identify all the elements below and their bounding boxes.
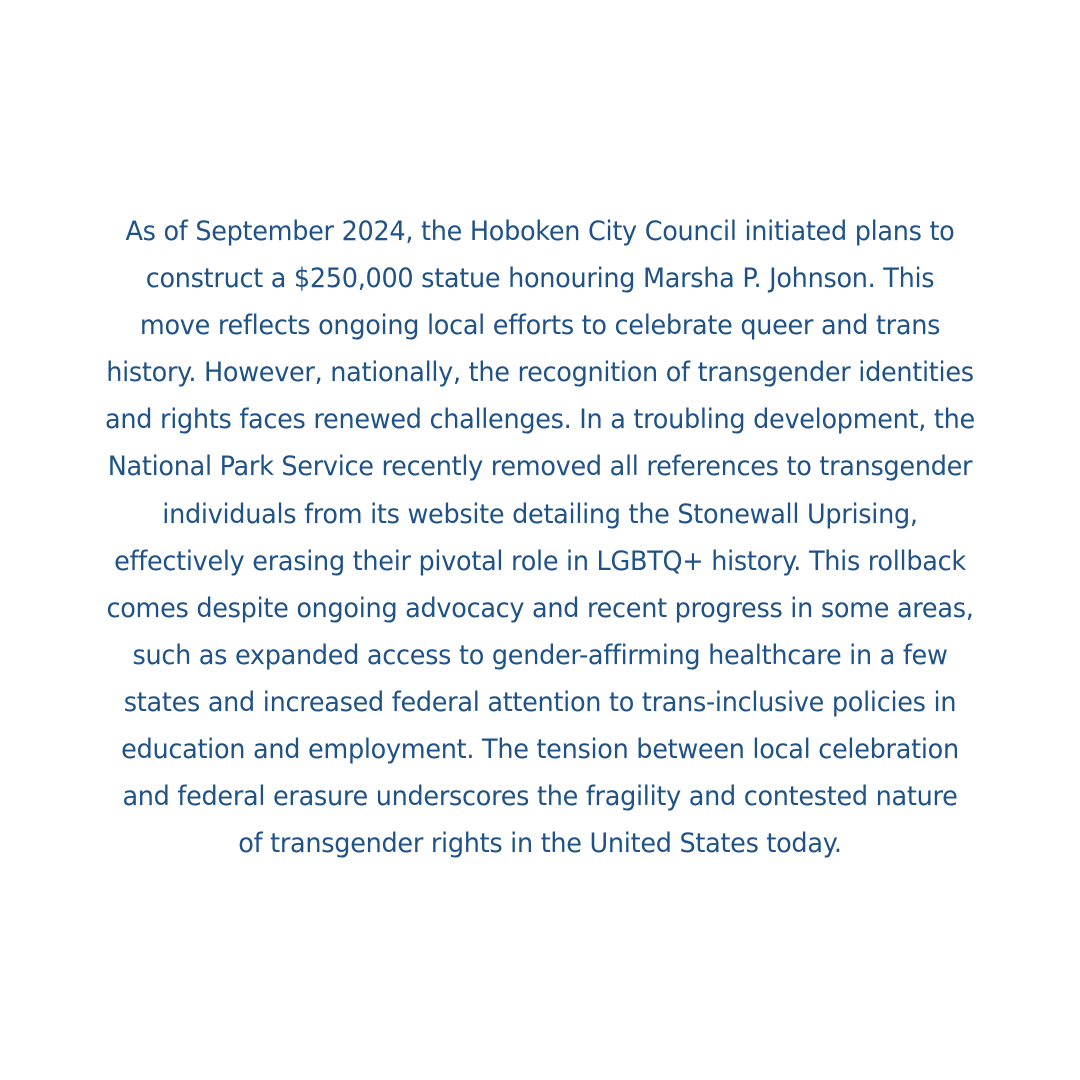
paragraph-line: comes despite ongoing advocacy and recent progress in some areas, [106,592,974,624]
paragraph-line: such as expanded access to gender-affirming healthcare in a few [132,639,948,671]
paragraph-line: individuals from its website detailing the Stonewall Uprising, [162,498,918,530]
paragraph-line: and rights faces renewed challenges. In a troubling development, the [105,404,975,436]
paragraph-line: As of September 2024, the Hoboken City Council initiated plans to [125,216,955,247]
paragraph-line: National Park Service recently removed all references to transgender [107,451,973,483]
paragraph-line: of transgender rights in the United States today. [238,828,842,860]
paragraph-line: education and employment. The tension between local celebration [121,734,959,766]
paragraph-line: move reflects ongoing local efforts to celebrate queer and trans [139,310,941,342]
paragraph-line: effectively erasing their pivotal role in LGBTQ+ history. This rollback [114,545,966,577]
paragraph-line: and federal erasure underscores the fragility and contested nature [122,781,958,813]
paragraph-line: history. However, nationally, the recognition of transgender identities [106,357,974,389]
paragraph-line: states and increased federal attention to trans-inclusive policies in [123,686,957,718]
body-paragraph [0,208,1080,867]
paragraph-line: construct a $250,000 statue honouring Marsha P. Johnson. This [145,263,935,295]
